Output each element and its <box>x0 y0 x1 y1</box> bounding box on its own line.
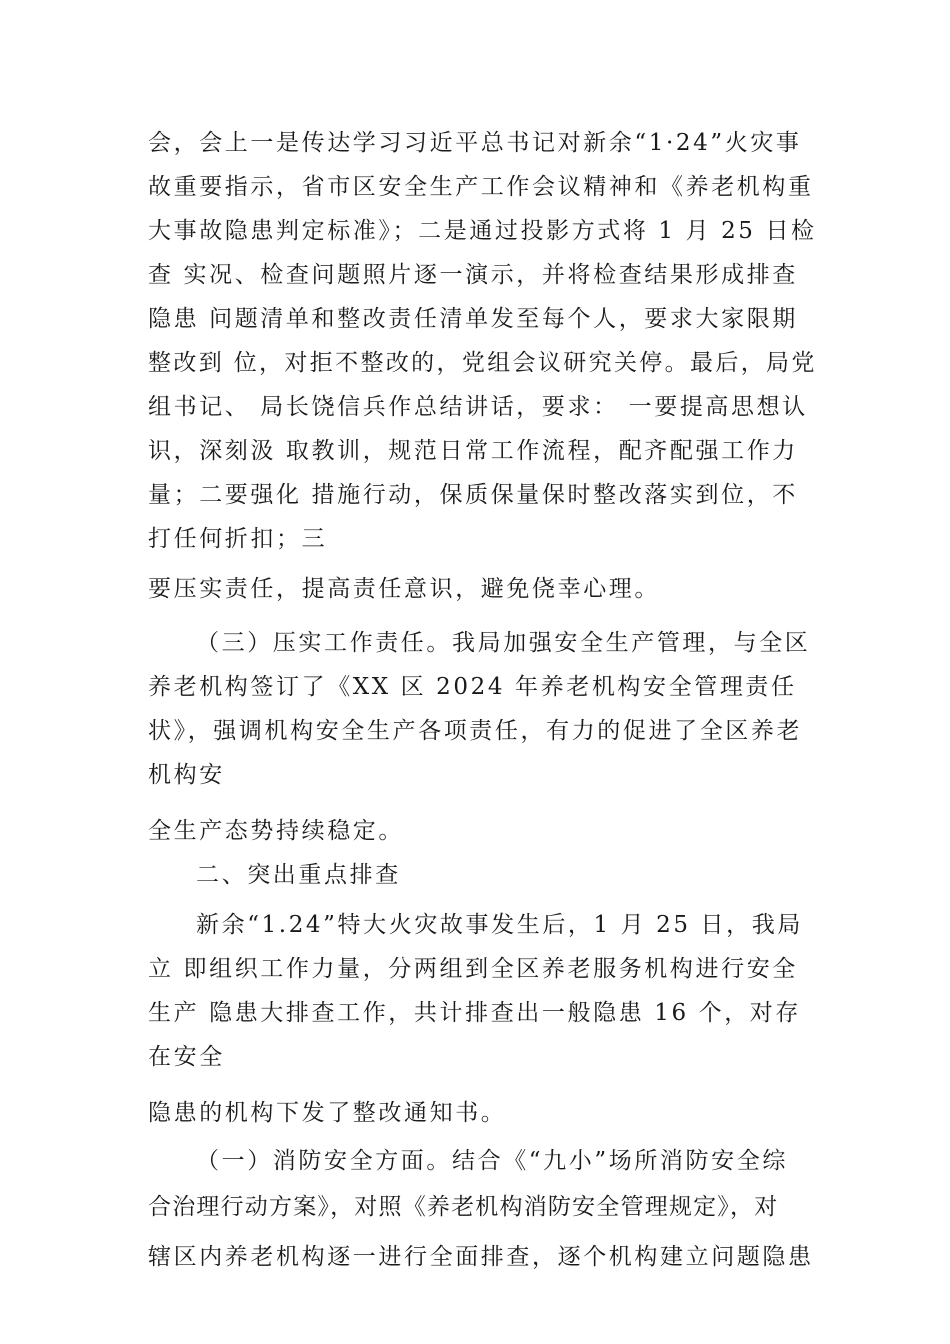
text-line: 状》，强调机构安全生产各项责任，有力的促进了全区养老 <box>148 718 803 744</box>
text-line: 故重要指示，省市区安全生产工作会议精神和《养老机构重 <box>148 174 814 200</box>
text-line: 会，会上一是传达学习习近平总书记对新余“1·24”火灾事 <box>148 130 802 156</box>
text-line: 隐患 问题清单和整改责任清单发至每个人，要求大家限期 <box>148 306 798 332</box>
text-line: 量；二要强化 措施行动，保质保量保时整改落实到位，不 <box>148 482 798 508</box>
text-line: 组书记、 局长饶信兵作总结讲话，要求： 一要提高思想认 <box>148 394 808 420</box>
section-heading: 二、突出重点排查 <box>196 862 401 888</box>
text-line: （三）压实工作责任。我局加强安全生产管理，与全区 <box>196 630 811 656</box>
text-line: 要压实责任，提高责任意识，避免侥幸心理。 <box>148 576 660 602</box>
text-line: 生产 隐患大排查工作，共计排查出一般隐患 16 个，对存 <box>148 1000 801 1026</box>
text-line: 全生产态势持续稳定。 <box>148 818 404 844</box>
text-line: 打任何折扣；三 <box>148 526 328 552</box>
text-line: 在安全 <box>148 1044 225 1070</box>
text-line: 立 即组织工作力量，分两组到全区养老服务机构进行安全 <box>148 956 798 982</box>
text-line: 养老机构签订了《XX 区 2024 年养老机构安全管理责任 <box>148 674 797 700</box>
text-line: （一）消防安全方面。结合《“九小”场所消防安全综 <box>196 1148 788 1174</box>
text-line: 合治理行动方案》，对照《养老机构消防安全管理规定》，对 <box>148 1194 779 1220</box>
text-line: 查 实况、检查问题照片逐一演示，并将检查结果形成排查 <box>148 262 798 288</box>
text-line: 整改到 位，对拒不整改的，党组会议研究关停。最后，局党 <box>148 350 817 376</box>
text-line: 隐患的机构下发了整改通知书。 <box>148 1100 507 1126</box>
text-line: 大事故隐患判定标准》；二是通过投影方式将 1 月 25 日检 <box>148 218 817 244</box>
text-line: 辖区内养老机构逐一进行全面排查，逐个机构建立问题隐患 <box>148 1244 814 1270</box>
text-line: 新余“1.24”特大火灾故事发生后，1 月 25 日，我局 <box>196 912 803 938</box>
text-line: 识，深刻汲 取教训，规范日常工作流程，配齐配强工作力 <box>148 438 798 464</box>
text-line: 机构安 <box>148 762 225 788</box>
